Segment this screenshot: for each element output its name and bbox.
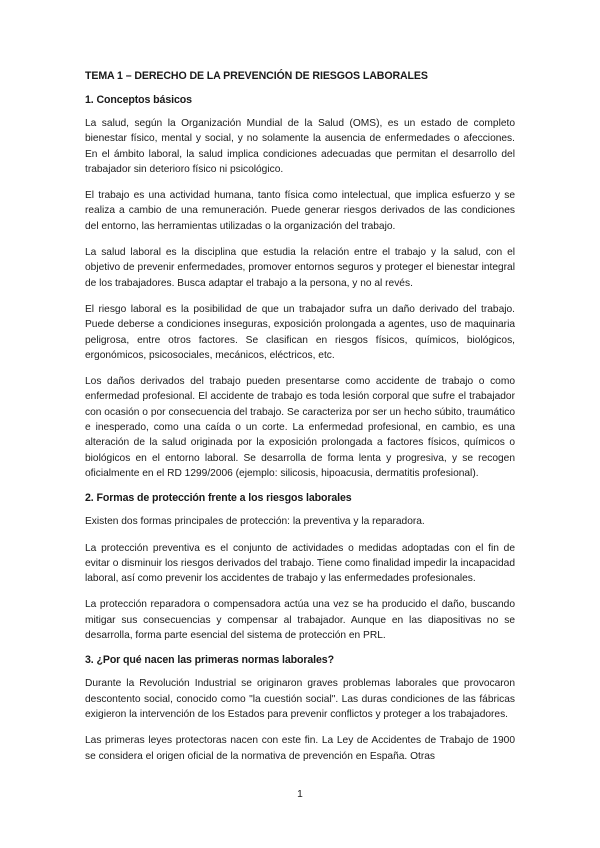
paragraph-danos: Los daños derivados del trabajo pueden presentarse como accidente de trabajo o como enfermedad profesional. El accidente de trabajo es toda lesión corporal que sufre el trabajador con ocasión o por consecuencia del trabajo. Se caracteriza por ser un hecho súbito, traumático e inesperado, como una caída o un corte. La enfermedad profesional, en cambio, es una alteración de la salud originada por la exposición prolongada a factores físicos, químicos o biológicos en el entorno laboral. Se desarrolla de forma lenta y progresiva, y se recogen oficialmente en el RD 1299/2006 (ejemplo: silicosis, hipoacusia, dermatitis profesional). xyxy=(85,376,515,479)
section-heading: 3. ¿Por qué nacen las primeras normas laborales? xyxy=(85,654,334,667)
section-primeras-normas xyxy=(85,654,515,763)
paragraph-primeras-leyes: Las primeras leyes protectoras nacen con este fin. La Ley de Accidentes de Trabajo de 1900 se considera el origen oficial de la normativa de prevención en España. Otras xyxy=(85,735,515,762)
section-heading: 1. Conceptos básicos xyxy=(85,94,192,106)
paragraph-salud: La salud, según la Organización Mundial de la Salud (OMS), es un estado de completo bienestar físico, mental y social, y no solamente la ausencia de enfermedades o afecciones. En el ámbito laboral, la salud implica condiciones adecuadas que permitan el desarrollo del trabajador sin deterioro físico ni psicológico. xyxy=(85,118,515,175)
paragraph-salud-laboral: La salud laboral es la disciplina que estudia la relación entre el trabajo y la salud, con el objetivo de prevenir enfermedades, promover entornos seguros y proteger el bienestar integral de los trabajadores. Busca adaptar el trabajo a la persona, y no al revés. xyxy=(85,247,515,289)
section-conceptos-basicos xyxy=(85,94,515,481)
paragraph-riesgo-laboral: El riesgo laboral es la posibilidad de que un trabajador sufra un daño derivado del trabajo. Puede deberse a condiciones inseguras, exposición prolongada a agentes, uso de maquinaria peligrosa, entre otros factores. Se clasifican en riesgos físicos, químicos, biológicos, ergonómicos, psicosociales, mecánicos, eléctricos, etc. xyxy=(85,303,515,361)
section-heading: 2. Formas de protección frente a los riesgos laborales xyxy=(85,492,352,505)
page-number: 1 xyxy=(297,789,303,800)
paragraph-trabajo: El trabajo es una actividad humana, tanto física como intelectual, que implica esfuerzo y se realiza a cambio de una remuneración. Puede generar riesgos derivados de las condiciones del entorno, las herramientas utilizadas o la organización del trabajo. xyxy=(85,190,515,232)
section-formas-proteccion xyxy=(85,492,515,643)
paragraph-revolucion-industrial: Durante la Revolución Industrial se originaron graves problemas laborales que provocaron descontento social, conocido como "la cuestión social". Las duras condiciones de las fábricas exigieron la intervención de los Estados para prevenir conflictos y proteger a los trabajadores. xyxy=(85,678,515,720)
document-title: TEMA 1 – DERECHO DE LA PREVENCIÓN DE RIESGOS LABORALES xyxy=(85,70,428,82)
paragraph-dos-formas: Existen dos formas principales de protección: la preventiva y la reparadora. xyxy=(85,516,425,528)
paragraph-proteccion-reparadora: La protección reparadora o compensadora actúa una vez se ha producido el daño, buscando mitigar sus consecuencias y compensar al trabajador. Aunque en las diapositivas no se desarrolla, forma parte esencial del sistema de protección en PRL. xyxy=(85,599,515,642)
paragraph-proteccion-preventiva: La protección preventiva es el conjunto de actividades o medidas adoptadas con el fin de evitar o disminuir los riesgos derivados del trabajo. Tiene como finalidad impedir la incapacidad laboral, así como prevenir los accidentes de trabajo y las enfermedades profesionales. xyxy=(85,542,515,585)
